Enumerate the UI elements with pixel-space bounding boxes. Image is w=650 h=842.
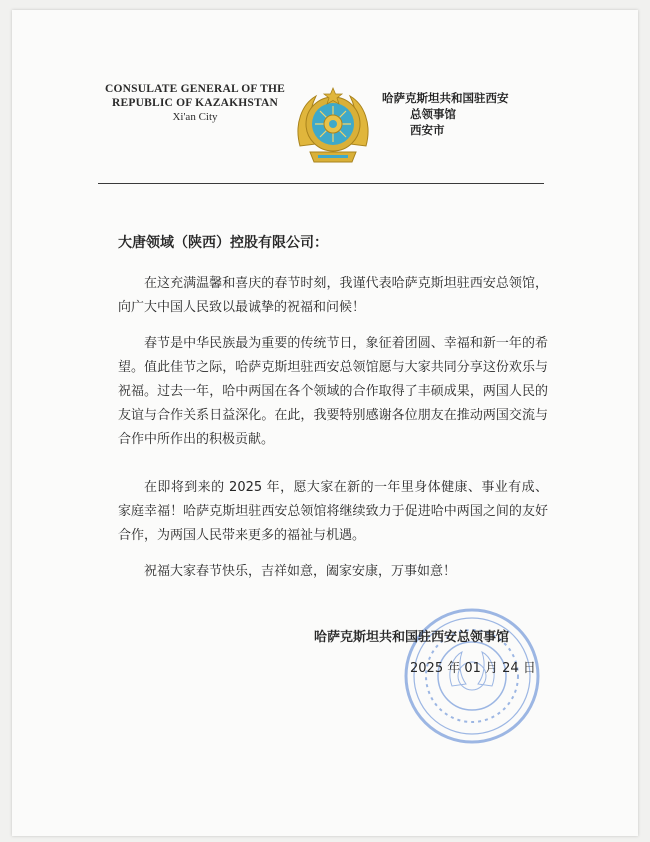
header-en-line2: REPUBLIC OF KAZAKHSTAN: [111, 97, 279, 109]
consulate-name-english: [100, 82, 290, 124]
header-divider: [98, 183, 544, 184]
header-zh-line3: 西安市: [410, 123, 445, 137]
signature-organization: 哈萨克斯坦共和国驻西安总领事馆: [314, 630, 510, 645]
letter-page: [12, 10, 638, 836]
paragraph-closing-blessing: 祝福大家春节快乐，吉祥如意，阖家安康，万事如意！: [144, 564, 457, 579]
signature-block: [314, 626, 554, 676]
header-en-line1: CONSULATE GENERAL OF THE: [104, 83, 285, 95]
paragraph-spring-festival: 春节是中华民族最为重要的传统节日，象征着团圆、幸福和新一年的希望。值此佳节之际，哈萨克斯坦驻西安总领馆愿与大家共同分享这份欢乐与祝福。过去一年，哈中两国在各个领域的合作取得了丰硕成果，两国人民的友谊与合作关系日益深化。在此，我要特别感谢各位朋友在推动两国交流与合作中所作出的积极贡献。: [118, 336, 548, 447]
paragraph-greeting: 在这充满温馨和喜庆的春节时刻，我谨代表哈萨克斯坦驻西安总领馆，向广大中国人民致以最诚挚的祝福和问候！: [118, 276, 548, 315]
header-en-city: Xi'an City: [172, 111, 218, 123]
addressee: 大唐领域（陕西）控股有限公司：: [118, 235, 328, 251]
consulate-name-chinese: [382, 90, 522, 138]
paragraph-new-year-wishes: 在即将到来的 2025 年，愿大家在新的一年里身体健康、事业有成、家庭幸福！哈萨克斯坦驻西安总领馆将继续致力于促进哈中两国之间的友好合作，为两国人民带来更多的福祉与机遇。: [118, 480, 548, 543]
signature-date: 2025 年 01 月 24 日: [410, 661, 536, 676]
kazakhstan-emblem-icon: [294, 84, 372, 166]
header-zh-line1: 哈萨克斯坦共和国驻西安: [382, 91, 509, 105]
header-zh-line2: 总领事馆: [410, 107, 456, 121]
